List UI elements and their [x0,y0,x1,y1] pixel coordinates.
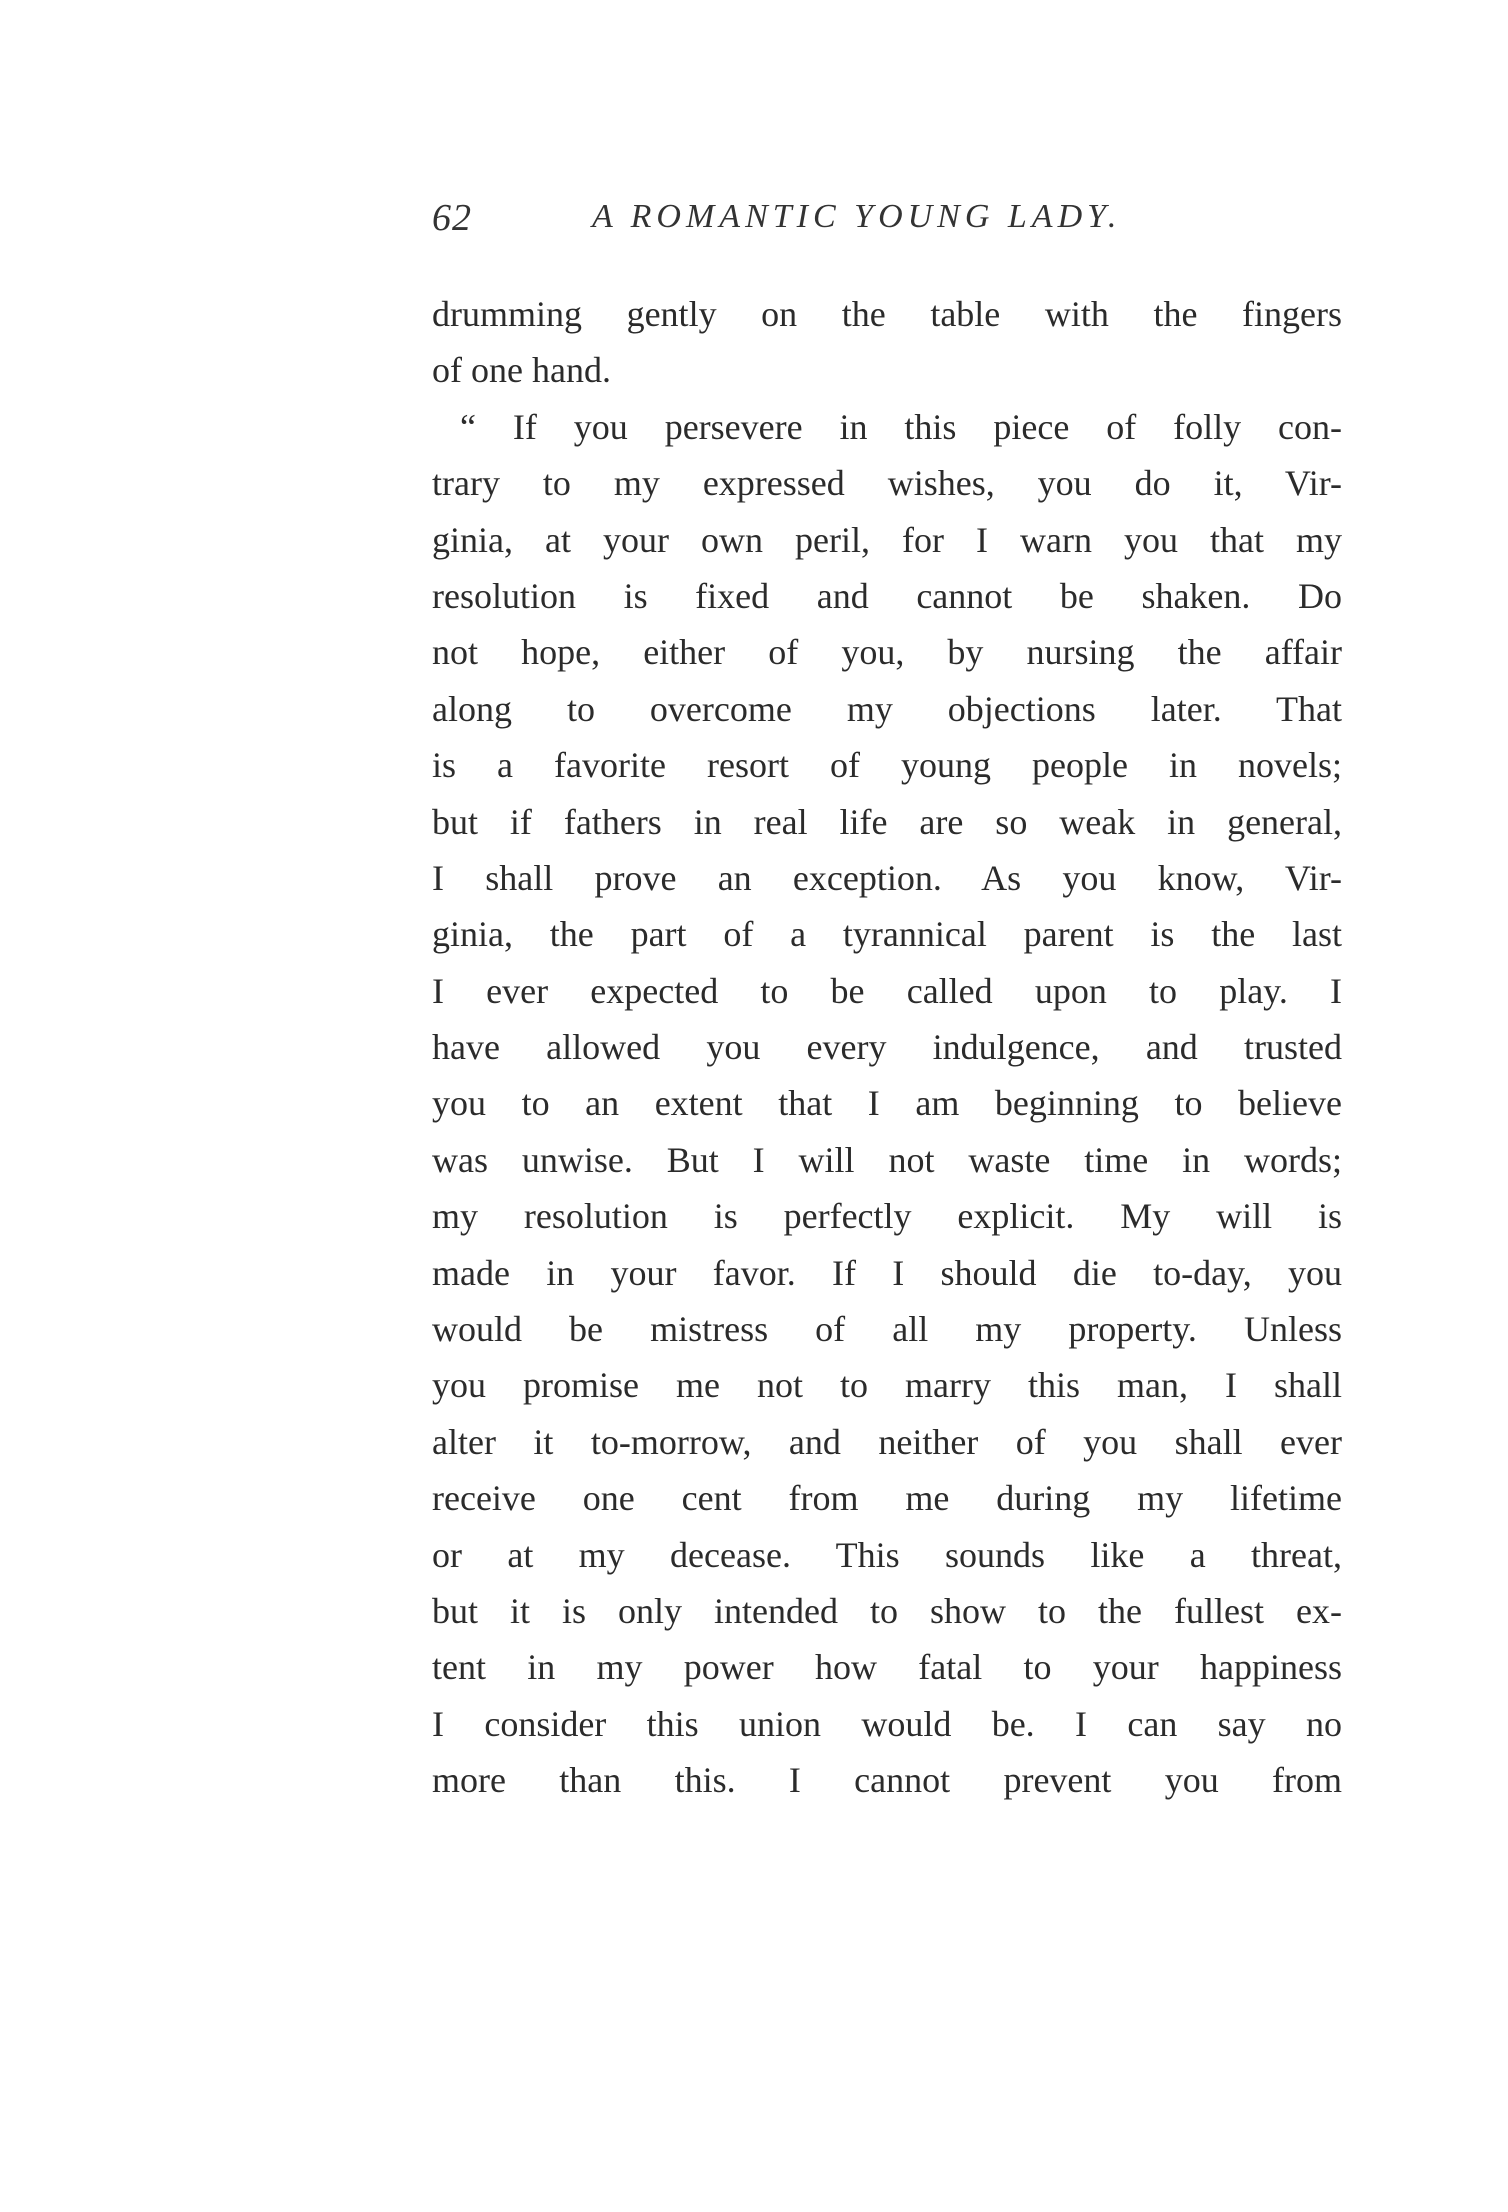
page-number: 62 [432,197,472,239]
text-line: of one hand. [432,350,611,391]
text-line: ginia, at your own peril, for I warn you that my [432,519,1342,560]
text-line: drumming gently on the table with the fingers [432,294,1342,334]
text-line: not hope, either of you, by nursing the affair [432,632,1342,673]
running-title: A ROMANTIC YOUNG LADY. [592,198,1122,235]
page-header [432,196,1342,256]
text-line: resolution is fixed and cannot be shaken. Do [432,575,1342,616]
text-line: have allowed you every indulgence, and trusted [432,1027,1342,1068]
text-line: I shall prove an exception. As you know, Vir- [432,857,1342,898]
text-line: receive one cent from me during my lifetime [432,1478,1342,1519]
text-line: was unwise. But I will not waste time in words; [432,1139,1342,1180]
text-line: tent in my power how fatal to your happiness [432,1647,1342,1688]
text-line: alter it to-morrow, and neither of you shall ever [432,1421,1342,1462]
text-line: made in your favor. If I should die to-day, you [432,1252,1342,1293]
text-line: but it is only intended to show to the fullest ex- [432,1590,1342,1631]
text-line: you promise me not to marry this man, I shall [432,1365,1342,1406]
text-line: trary to my expressed wishes, you do it, Vir- [432,463,1342,504]
body-text [432,286,1342,1809]
text-line: is a favorite resort of young people in novels; [432,745,1342,786]
text-line: you to an extent that I am beginning to believe [432,1083,1342,1124]
text-line: or at my decease. This sounds like a threat, [432,1534,1342,1575]
text-line: I consider this union would be. I can say no [432,1703,1342,1744]
text-line: my resolution is perfectly explicit. My will is [432,1196,1342,1237]
text-line: ginia, the part of a tyrannical parent is the last [432,914,1342,955]
text-line: I ever expected to be called upon to play. I [432,970,1342,1011]
text-line: but if fathers in real life are so weak in general, [432,801,1342,842]
text-line: along to overcome my objections later. That [432,688,1342,729]
text-line: “ If you persevere in this piece of folly con- [460,406,1342,447]
text-line: would be mistress of all my property. Unless [432,1309,1342,1350]
text-line: more than this. I cannot prevent you from [432,1760,1342,1801]
